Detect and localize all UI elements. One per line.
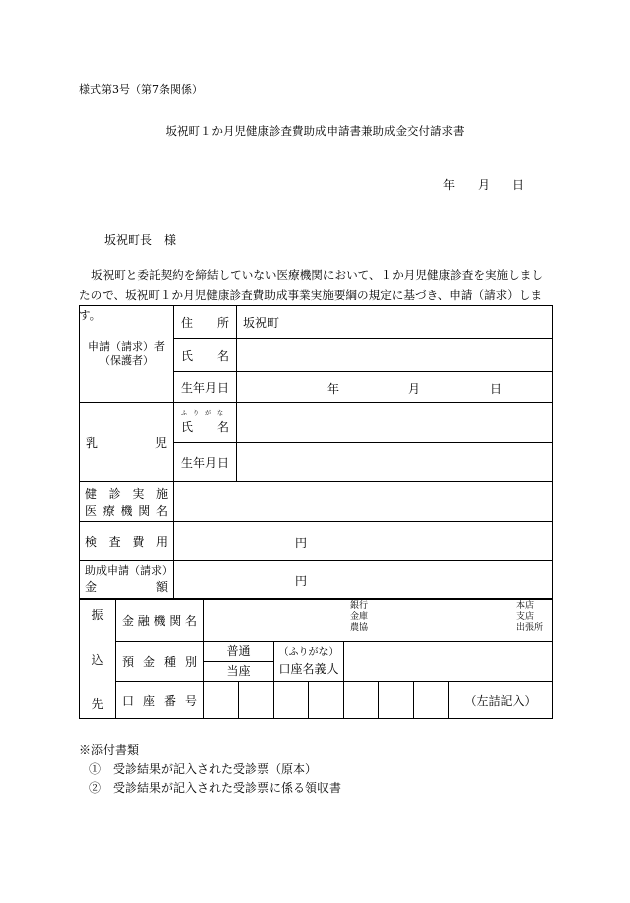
infant-birth-label: 生年月日 (174, 443, 237, 482)
account-digit-3[interactable] (274, 682, 309, 719)
applicant-birth-year: 年 (327, 382, 340, 396)
branch-type-main: 本店 (516, 601, 535, 611)
bank-name-label: 金融機関名 (116, 600, 204, 642)
institution-label-line2: 医療機関名 (85, 503, 168, 518)
date-month-label: 月 (478, 178, 491, 192)
account-digit-6[interactable] (379, 682, 414, 719)
application-table (79, 305, 553, 599)
applicant-birth-month: 月 (408, 382, 421, 396)
attachment-item-2: ② 受診結果が記入された受診票に係る領収書 (89, 781, 342, 795)
bank-name-field[interactable] (204, 600, 553, 642)
deposit-current[interactable]: 当座 (226, 664, 251, 678)
applicant-name-label: 氏 名 (174, 339, 237, 372)
infant-name-field[interactable] (237, 403, 553, 443)
deposit-type-options[interactable] (204, 642, 274, 682)
exam-cost-field[interactable] (174, 522, 553, 561)
transfer-label-char-1: 振 (91, 608, 104, 622)
transfer-label-char-2: 込 (91, 652, 104, 667)
attachments-heading: ※添付書類 (79, 743, 140, 757)
holder-label (274, 642, 344, 682)
transfer-label (80, 600, 116, 719)
infant-name-label: 氏 名 (180, 420, 229, 434)
institution-label-line1: 健診実施 (85, 486, 168, 501)
applicant-name-field[interactable] (237, 339, 553, 372)
institution-field[interactable] (174, 482, 553, 522)
account-note: （左詰記入） (449, 682, 553, 719)
document-title: 坂祝町１か月児健康診査費助成申請書兼助成金交付請求書 (165, 124, 465, 138)
grant-label-line1: 助成申請（請求） (85, 564, 173, 577)
infant-name-label-cell (174, 403, 237, 443)
branch-type-branch: 支店 (516, 612, 535, 622)
applicant-birth-field[interactable] (237, 372, 553, 403)
addressee: 坂祝町長 様 (104, 233, 177, 247)
deposit-type-label: 預金種別 (116, 642, 204, 682)
account-number-label: 口座番号 (116, 682, 204, 719)
account-digit-2[interactable] (239, 682, 274, 719)
address-field[interactable] (237, 306, 553, 339)
form-number: 様式第3号（第7条関係） (79, 83, 203, 96)
transfer-table (79, 599, 553, 719)
grant-label-line2: 金 額 (85, 580, 168, 594)
intro-text: 坂祝町と委託契約を締結していない医療機関において、１か月児健康診査を実施しましたので、坂祝町１か月児健康診査費助成事業実施要綱の規定に基づき、申請（請求）します。 (79, 268, 543, 322)
grant-label (80, 561, 174, 599)
date-day-label: 日 (512, 178, 525, 192)
bank-type-ja: 農協 (350, 623, 369, 633)
date-year-label: 年 (443, 178, 456, 192)
exam-cost-unit: 円 (295, 536, 308, 550)
grant-amount-field[interactable] (174, 561, 553, 599)
applicant-label (80, 306, 174, 403)
bank-type-shinkin: 金庫 (350, 612, 369, 622)
address-label: 住 所 (174, 306, 237, 339)
infant-birth-field[interactable] (237, 443, 553, 482)
grant-amount-unit: 円 (295, 574, 308, 588)
address-value: 坂祝町 (243, 315, 280, 330)
infant-label: 乳 児 (80, 403, 174, 482)
applicant-birth-day: 日 (490, 382, 503, 396)
holder-name-field[interactable] (344, 642, 553, 682)
holder-name-label: 口座名義人 (278, 662, 339, 676)
account-digit-1[interactable] (204, 682, 239, 719)
branch-type-office: 出張所 (516, 623, 544, 633)
institution-label (80, 482, 174, 522)
deposit-ordinary[interactable]: 普通 (204, 642, 273, 662)
transfer-label-char-3: 先 (91, 697, 104, 711)
furigana-label: ふりがな (180, 410, 229, 417)
bank-type-list (350, 601, 368, 634)
attachment-item-1: ① 受診結果が記入された受診票（原本） (89, 762, 318, 776)
bank-type-bank: 銀行 (350, 601, 369, 611)
applicant-birth-label: 生年月日 (174, 372, 237, 403)
account-digit-5[interactable] (344, 682, 379, 719)
exam-cost-label: 検査費用 (80, 522, 174, 561)
account-digit-4[interactable] (309, 682, 344, 719)
account-digit-7[interactable] (414, 682, 449, 719)
applicant-label-line2: （保護者） (99, 354, 154, 367)
branch-type-list (516, 601, 549, 634)
applicant-label-line1: 申請（請求）者 (88, 340, 165, 353)
holder-furigana-label: （ふりがな） (278, 647, 339, 658)
